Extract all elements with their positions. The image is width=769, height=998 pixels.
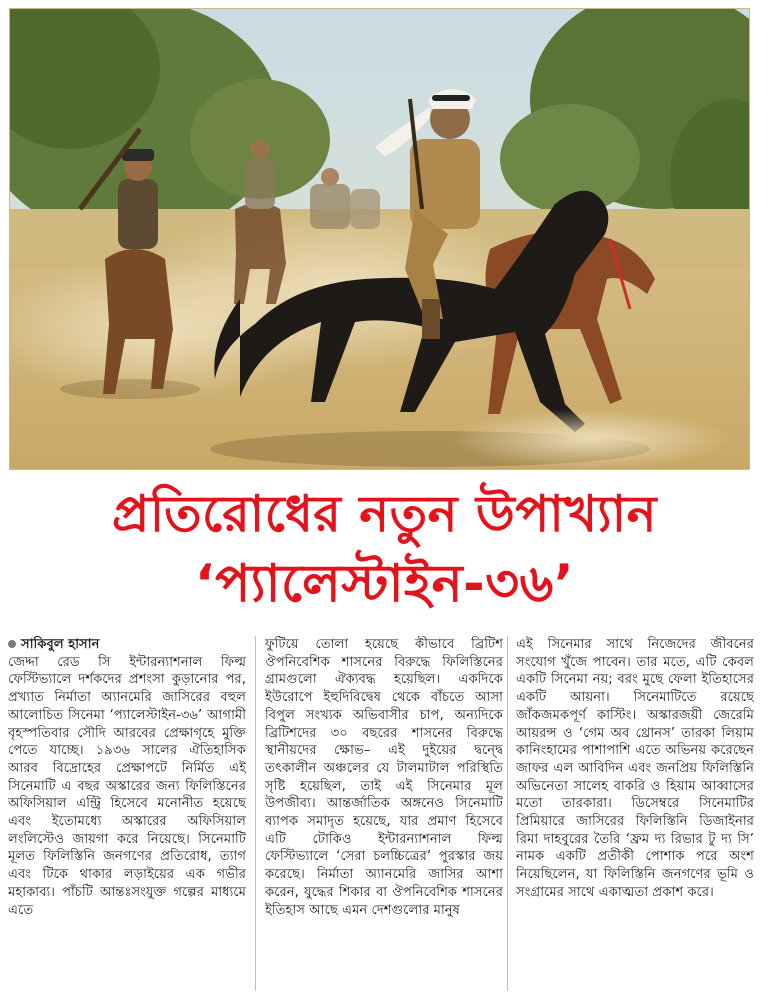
- column-3-text: এই সিনেমার সাথে নিজেদের জীবনের সংযোগ খুঁজে পাবেন। তার মতে, এটি কেবল একটি সিনেমা নয়; বরং মুছে ফেলা ইতিহাসের একটি আয়না। সিনেমাটিতে রয়েছে জাঁকজমকপূর্ণ কাস্টিং। অস্কারজয়ী জেরেমি আয়রন্স ও ‘গেম অব থ্রোনস’ তারকা লিয়াম কানিংহামের পাশাপাশি এতে অভিনয় করেছেন জাফর এল আবিদিন এবং জনপ্রিয় ফিলিস্তিনি অভিনেতা সালেহ বাকরি ও হিয়াম আব্বাসের মতো তারকারা। ডিসেম্বরে সিনেমাটির প্রিমিয়ারে জাসিরের ফিলিস্তিনি ডিজাইনার রিমা দাহবুরের তৈরি ‘ফ্রম দ্য রিভার টু দ্য সি’ নামক একটি প্রতীকী পোশাক পরে অংশ নিয়েছিলেন, যা ফিলিস্তিনি জনগণের ভূমি ও সংগ্রামের সাথে একাত্মতা প্রকাশ করে।: [516, 637, 754, 900]
- photo-horsemen-illustration: [10, 9, 750, 470]
- bullet-icon: [8, 640, 16, 648]
- headline-line-1: প্রতিরোধের নতুন উপাখ্যান: [112, 485, 657, 543]
- headline-line-2: ‘প্যালেস্টাইন-৩৬’: [194, 554, 575, 614]
- column-1-text: জেদ্দা রেড সি ইন্টারন্যাশনাল ফিল্ম ফেস্টিভ্যালে দর্শকদের প্রশংসা কুড়ানোর পর, প্রখ্যাত নির্মাতা অ্যানমেরি জাসিরের বহুল আলোচিত সিনেমা ‘প্যালেস্টাইন-৩৬’ আগামী বৃহস্পতিবার সৌদি আরবের প্রেক্ষাগৃহে মুক্তি পেতে যাচ্ছে। ১৯৩৬ সালের ঐতিহাসিক আরব বিদ্রোহের প্রেক্ষাপটে নির্মিত এই সিনেমাটি এ বছর অস্কারের জন্য ফিলিস্তিনের অফিসিয়াল এন্ট্রি হিসেবে মনোনীত হয়েছে এবং ইতোমধ্যে অস্কারের অফিসিয়াল লংলিস্টেও জায়গা করে নিয়েছে। সিনেমাটি মূলত ফিলিস্তিনি জনগণের প্রতিরোধ, ত্যাগ এবং টিকে থাকার লড়াইয়ের এক গভীর মহাকাব্য। পাঁচটি আন্তঃসংযুক্ত গল্পের মাধ্যমে এতে: [8, 654, 246, 918]
- column-divider: [507, 636, 508, 991]
- byline: [8, 636, 246, 654]
- article-column-1: [8, 636, 246, 991]
- article-column-2: [265, 636, 503, 991]
- lead-photo: [9, 8, 750, 470]
- article-column-3: [516, 636, 754, 991]
- column-2-text: ফুটিয়ে তোলা হয়েছে কীভাবে ব্রিটিশ ঔপনিবেশিক শাসনের বিরুদ্ধে ফিলিস্তিনের গ্রামগুলো ঐক্যবদ্ধ হয়েছিল। একদিকে ইউরোপে ইহুদিবিদ্বেষ থেকে বাঁচতে আসা বিপুল সংখ্যক অভিবাসীর চাপ, অন্যদিকে ব্রিটিশদের ৩০ বছরের শাসনের বিরুদ্ধে স্থানীয়দের ক্ষোভ– এই দুইয়ের দ্বন্দ্বে তৎকালীন অঞ্চলের যে টালমাটাল পরিস্থিতি সৃষ্টি হয়েছিল, তাই এই সিনেমার মূল উপজীব্য। আন্তর্জাতিক অঙ্গনেও সিনেমাটি ব্যাপক সমাদৃত হয়েছে, যার প্রমাণ হিসেবে এটি টোকিও ইন্টারন্যাশনাল ফিল্ম ফেস্টিভ্যালে ‘সেরা চলচ্চিত্রের’ পুরস্কার জয় করেছে। নির্মাতা অ্যানমেরি জাসির আশা করেন, যুদ্ধের শিকার বা ঔপনিবেশিক শাসনের ইতিহাস আছে এমন দেশগুলোর মানুষ: [265, 637, 503, 918]
- byline-author: সাকিবুল হাসান: [21, 637, 100, 652]
- column-divider: [255, 636, 256, 991]
